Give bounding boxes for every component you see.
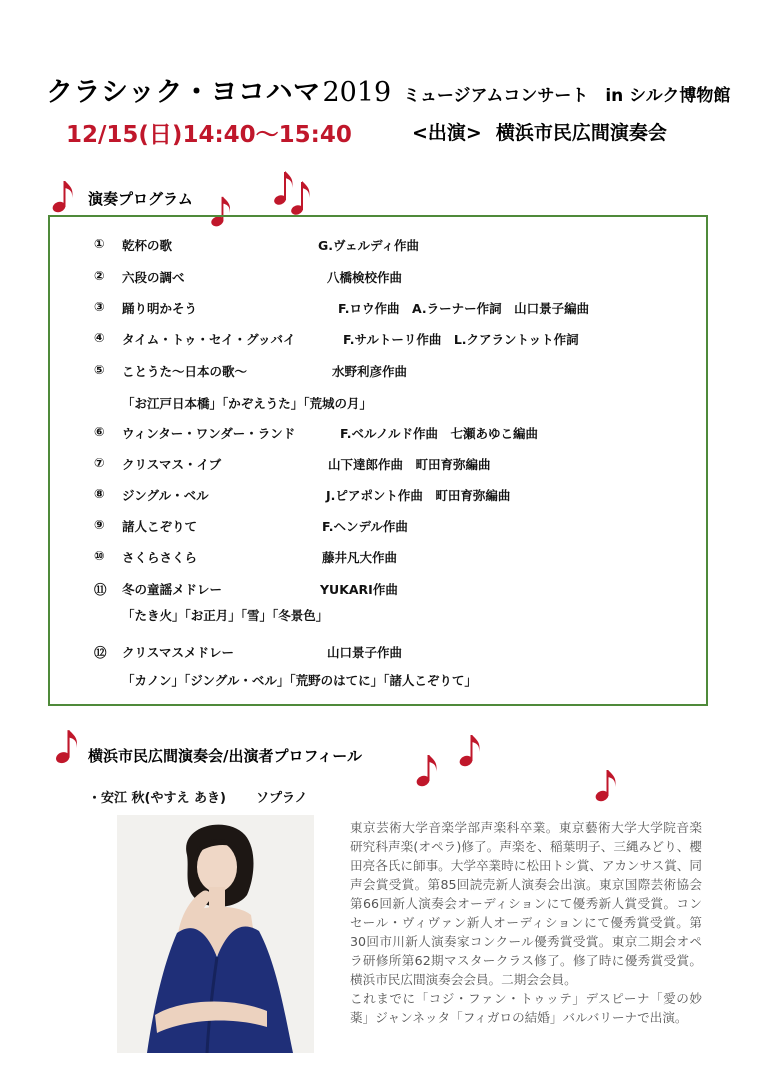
program-item: [94, 424, 694, 442]
beamed-notes-icon: [273, 166, 313, 216]
program-composer: F.ヘンデル作曲: [322, 519, 408, 534]
program-item: [94, 486, 694, 504]
program-title: ジングル・ベル: [122, 488, 209, 503]
program-number: ⑩: [94, 548, 105, 563]
program-number: ②: [94, 268, 105, 283]
program-item: [94, 362, 694, 380]
program-title: ことうた〜日本の歌〜: [122, 364, 248, 379]
performer-photo: [117, 815, 314, 1053]
program-title: 乾杯の歌: [122, 238, 173, 253]
program-composer: J.ピアポント作曲 町田育弥編曲: [326, 488, 511, 503]
program-title: 踊り明かそう: [122, 301, 198, 316]
concert-date: 12/15(日)14:40〜15:40: [66, 122, 352, 148]
program-title: 六段の調べ: [122, 270, 185, 285]
music-note-icon: [52, 178, 76, 214]
program-title: 冬の童謡メドレー: [122, 582, 223, 597]
program-item: [94, 517, 694, 535]
performer-role: ソプラノ: [255, 791, 308, 806]
program-item: [94, 236, 694, 254]
program-item: [94, 268, 694, 286]
program-number: ③: [94, 299, 105, 314]
performer-label: <出演>: [412, 122, 482, 144]
program-heading: 演奏プログラム: [88, 190, 193, 208]
program-number: ⑧: [94, 486, 105, 501]
title-year: 2019: [322, 77, 392, 108]
program-item: [94, 548, 694, 566]
performer-bio: [350, 818, 702, 1027]
program-composer: YUKARI作曲: [320, 582, 398, 597]
program-number: ⑨: [94, 517, 105, 532]
program-composer: 藤井凡大作曲: [322, 550, 398, 565]
performer-name: ・安江 秋(やすえ あき): [88, 791, 226, 806]
program-title: クリスマス・イブ: [122, 457, 222, 472]
performer-line: [412, 118, 667, 145]
program-number: ⑪: [94, 582, 107, 597]
program-composer: F.ベルノルド作曲 七瀬あゆこ編曲: [340, 426, 538, 441]
program-item: [94, 455, 694, 473]
profile-heading: 横浜市民広間演奏会/出演者プロフィール: [88, 747, 362, 765]
program-number: ⑤: [94, 362, 105, 377]
program-item: [94, 299, 694, 317]
title-sub: ミュージアムコンサート in シルク博物館: [403, 86, 731, 106]
bio-main: 東京芸術大学音楽学部声楽科卒業。東京藝術大学大学院音楽研究科声楽(オペラ)修了。声楽を、稲葉明子、三縄みどり、櫻田亮各氏に師事。大学卒業時に松田トシ賞、アカンサス賞、同声会賞受賞。第85回読売新人演奏会出演。東京国際芸術協会第66回新人演奏会オーディションにて優秀新人賞受賞。コンセール・ヴィヴァン新人オーディションにて優秀賞受賞。第30回市川新人演奏家コンクール優秀賞受賞。東京二期会オペラ研修所第62期マスタークラス修了。修了時に優秀賞受賞。横浜市民広間演奏会会員。二期会会員。: [350, 820, 702, 987]
program-subtitles: 「たき火」「お正月」「雪」「冬景色」: [122, 608, 329, 623]
bio-roles: これまでに「コジ・ファン・トゥッテ」デスピーナ「愛の妙薬」ジャンネッタ「フィガロの結婚」バルバリーナで出演。: [350, 991, 702, 1025]
program-composer: F.ロウ作曲 A.ラーナー作詞 山口景子編曲: [338, 301, 590, 316]
program-number: ⑦: [94, 455, 105, 470]
program-item: [94, 580, 694, 598]
program-number: ④: [94, 330, 105, 345]
music-note-icon: [458, 732, 484, 768]
program-title: タイム・トゥ・セイ・グッバイ: [122, 332, 296, 347]
performer-group: 横浜市民広間演奏会: [495, 122, 667, 144]
music-note-icon: [415, 752, 441, 788]
program-subtitles: 「カノン」「ジングル・ベル」「荒野のはてに」「諸人こぞりて」: [122, 673, 477, 688]
program-composer: 水野利彦作曲: [332, 364, 408, 379]
music-note-icon: [594, 767, 620, 803]
program-composer: 八橋検校作曲: [327, 270, 403, 285]
program-number: ①: [94, 236, 105, 251]
program-composer: F.サルトーリ作曲 L.クアラントット作詞: [343, 332, 579, 347]
program-number: ⑥: [94, 424, 105, 439]
program-item: [94, 330, 694, 348]
performer-entry: [88, 787, 308, 806]
program-number: ⑫: [94, 645, 107, 660]
concert-title: [46, 70, 730, 109]
program-composer: 山下達郎作曲 町田育弥編曲: [328, 457, 491, 472]
music-note-icon: [55, 727, 81, 765]
program-title: 諸人こぞりて: [122, 519, 198, 534]
program-title: さくらさくら: [122, 550, 198, 565]
program-title: ウィンター・ワンダー・ランド: [122, 426, 296, 441]
program-subtitles: 「お江戸日本橋」「かぞえうた」「荒城の月」: [122, 396, 373, 411]
program-composer: 山口景子作曲: [327, 645, 403, 660]
program-item: [94, 643, 694, 661]
program-title: クリスマスメドレー: [122, 645, 235, 660]
title-main: クラシック・ヨコハマ: [46, 77, 321, 108]
program-composer: G.ヴェルディ作曲: [318, 238, 420, 253]
